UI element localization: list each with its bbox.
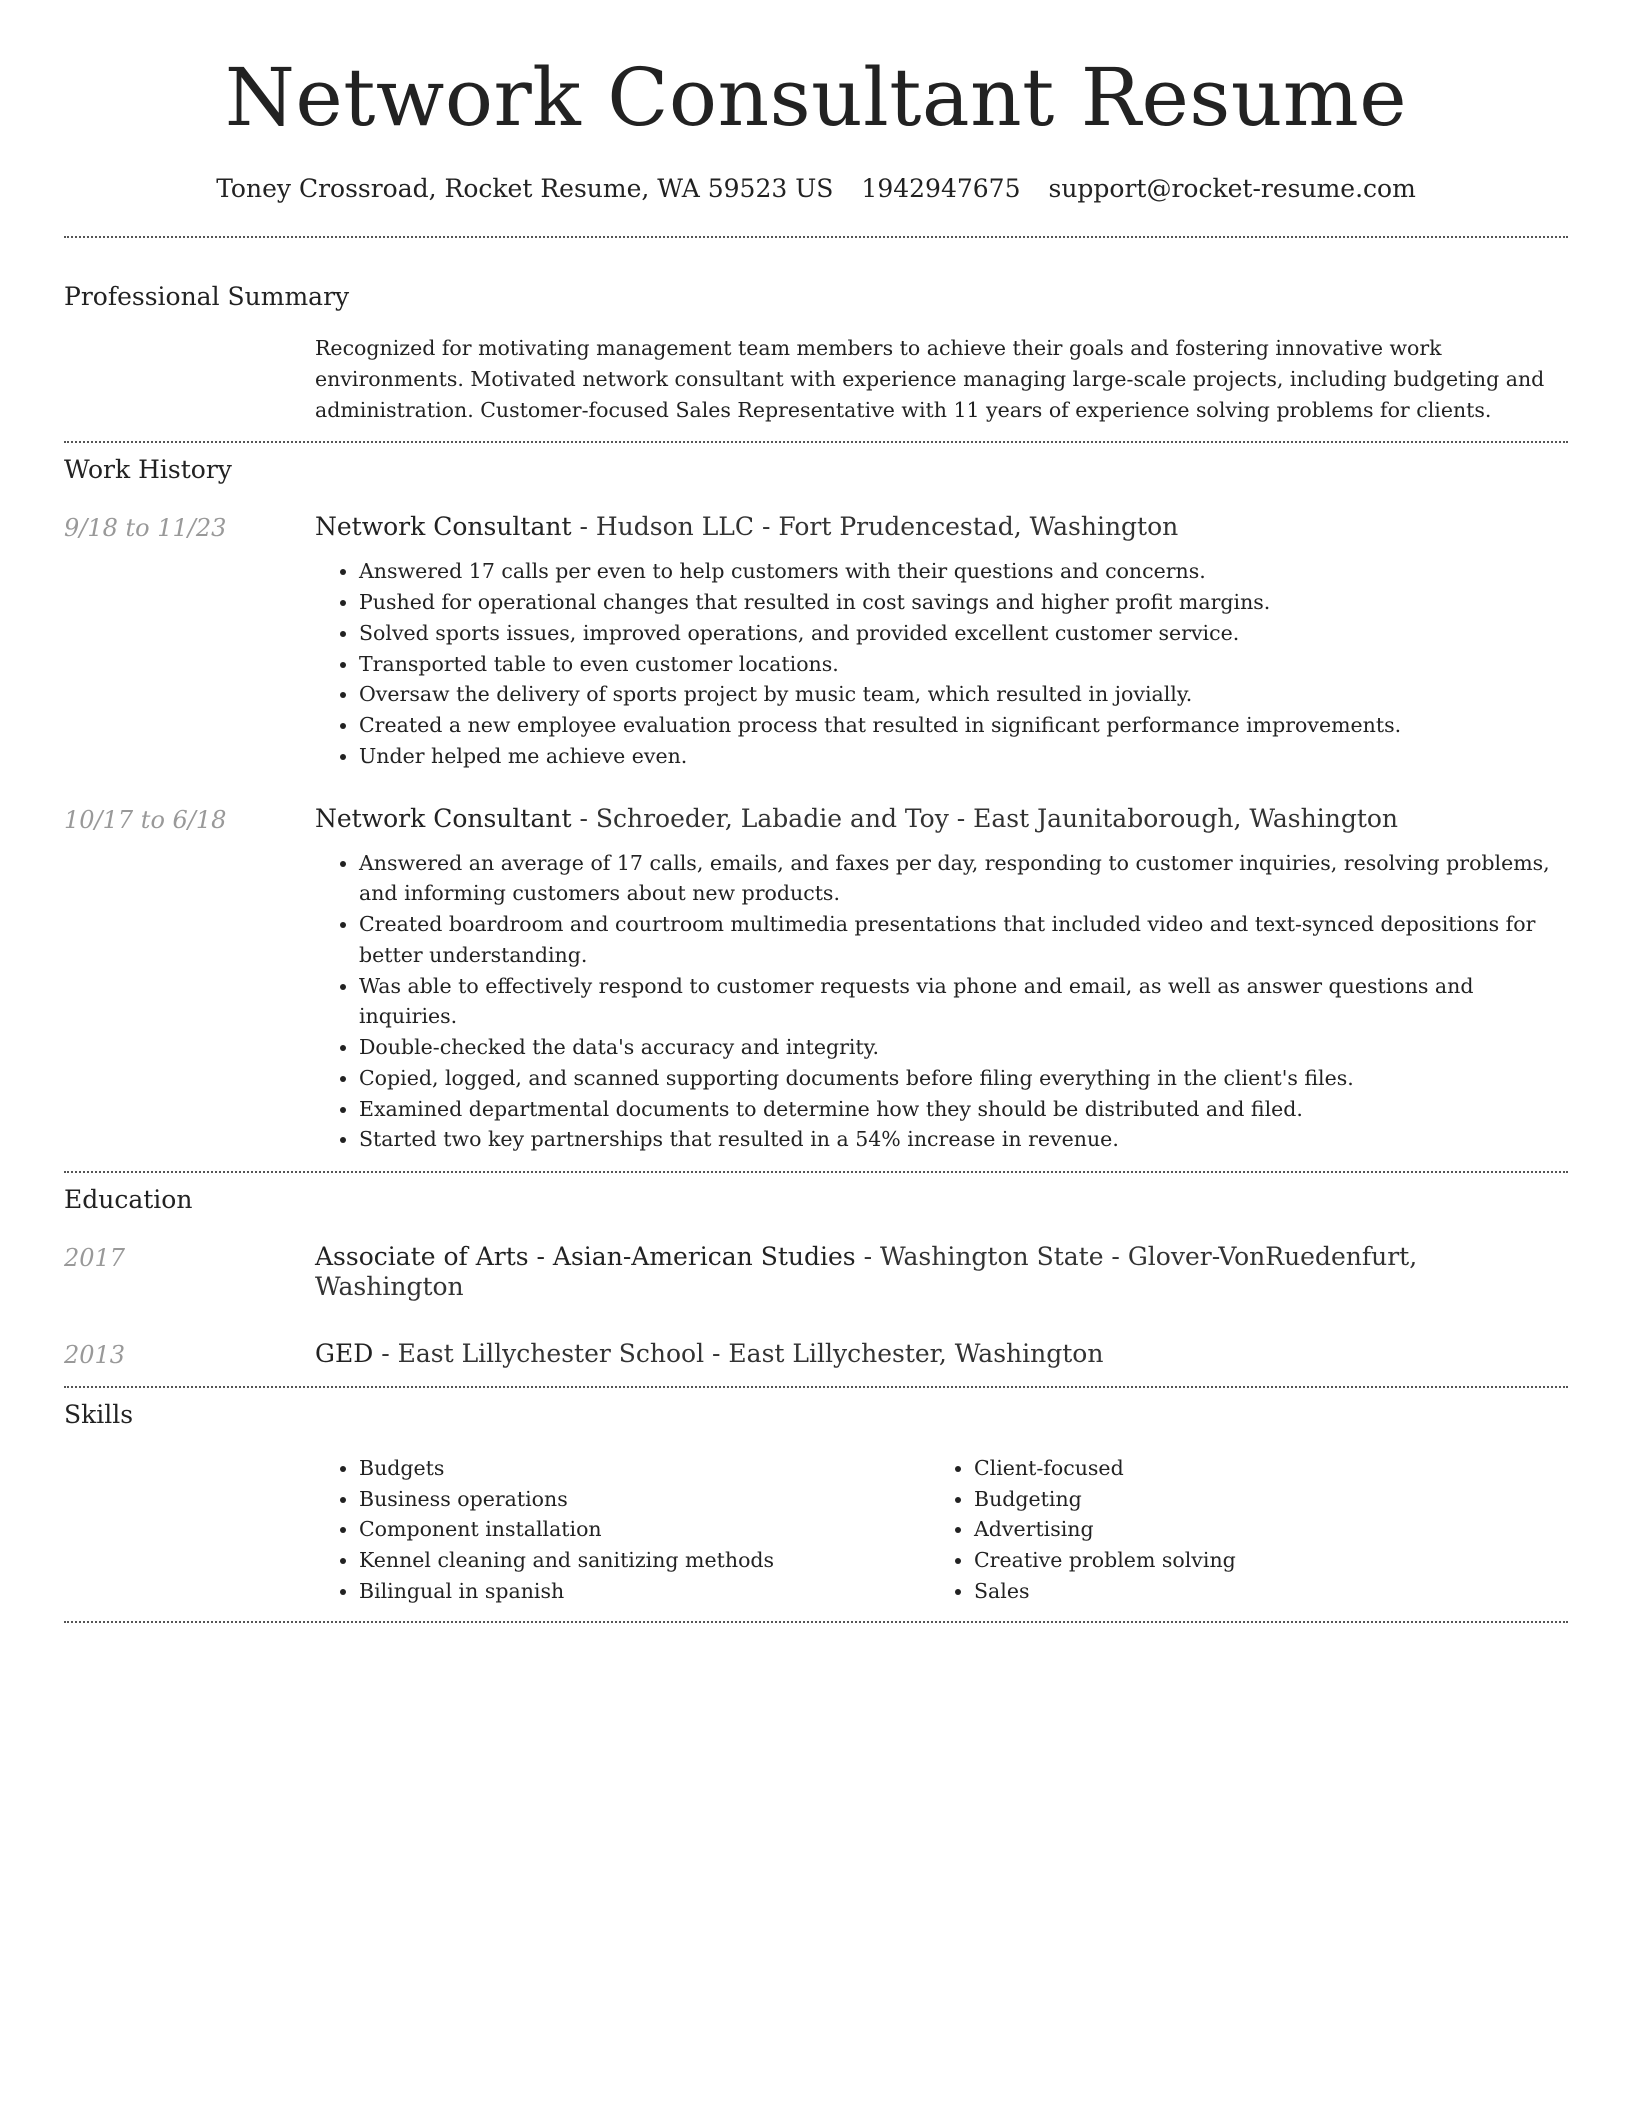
list-item: • Created a new employee evaluation process that resulted in significant performance improvements.: [359, 710, 1568, 741]
list-item: • Oversaw the delivery of sports project by music team, which resulted in jovially.: [359, 679, 1568, 710]
job-dates: 9/18 to 11/23: [64, 514, 227, 543]
skills-columns: [315, 1453, 1568, 1607]
list-item: • Answered 17 calls per even to help customers with their questions and concerns.: [359, 556, 1568, 587]
list-item: • Answered an average of 17 calls, emails, and faxes per day, responding to customer inquiries, resolving problems, and informing customers about new products.: [359, 848, 1568, 910]
list-item: • Examined departmental documents to determine how they should be distributed and filed.: [359, 1094, 1568, 1125]
skills-section: [64, 1388, 1568, 1607]
job-title: [315, 512, 1568, 542]
resume-header: [64, 0, 1568, 204]
job-bullets: [315, 848, 1568, 1156]
education-title: [315, 1339, 1568, 1370]
education-title: [315, 1242, 1568, 1302]
list-item: • Copied, logged, and scanned supporting documents before filing everything in the client's files.: [359, 1063, 1568, 1094]
skill-item: • Budgeting: [974, 1484, 1545, 1515]
job-role: Network Consultant: [315, 512, 572, 542]
job-title: [315, 804, 1568, 834]
skill-item: • Component installation: [359, 1514, 930, 1545]
skill-item: • Advertising: [974, 1514, 1545, 1545]
education-entry: [64, 1339, 1568, 1370]
section-heading-education: Education: [64, 1185, 193, 1214]
list-item: • Was able to effectively respond to customer requests via phone and email, as well as answer questions and inquiries.: [359, 971, 1568, 1033]
contact-line: [64, 174, 1568, 204]
list-item: • Started two key partnerships that resulted in a 54% increase in revenue.: [359, 1124, 1568, 1155]
education-year: 2017: [64, 1244, 126, 1272]
list-item: • Transported table to even customer locations.: [359, 649, 1568, 680]
skill-item: • Bilingual in spanish: [359, 1576, 930, 1607]
education-details: - East Lillychester School - East Lillychester, Washington: [373, 1339, 1104, 1368]
job-role: Network Consultant: [315, 803, 572, 833]
list-item: • Under helped me achieve even.: [359, 741, 1568, 772]
skill-item: • Client-focused: [974, 1453, 1545, 1484]
education-details: - Washington State - Glover-VonRuedenfurt, Washington: [315, 1242, 1418, 1301]
resume-title: Network Consultant Resume: [224, 51, 1408, 144]
section-heading-summary: Professional Summary: [64, 282, 350, 311]
education-year: 2013: [64, 1341, 126, 1369]
list-item: • Created boardroom and courtroom multimedia presentations that included video and text-synced depositions for better understanding.: [359, 909, 1568, 971]
section-heading-work: Work History: [64, 455, 232, 485]
contact-phone: 1942947675: [861, 174, 1021, 203]
summary-section: [64, 238, 1568, 425]
education-section: [64, 1173, 1568, 1370]
skills-list-right: [930, 1453, 1545, 1607]
job-details: - Schroeder, Labadie and Toy - East Jaunitaborough, Washington: [571, 803, 1399, 833]
work-history-section: [64, 443, 1568, 1155]
job-details: - Hudson LLC - Fort Prudencestad, Washington: [571, 512, 1179, 542]
skill-item: • Sales: [974, 1576, 1545, 1607]
contact-email[interactable]: support@rocket-resume.com: [1048, 174, 1416, 203]
skill-item: • Creative problem solving: [974, 1545, 1545, 1576]
skill-item: • Budgets: [359, 1453, 930, 1484]
list-item: • Solved sports issues, improved operations, and provided excellent customer service.: [359, 618, 1568, 649]
job-entry: [64, 512, 1568, 771]
contact-address: Toney Crossroad, Rocket Resume, WA 59523 US: [216, 174, 834, 203]
skill-item: • Kennel cleaning and sanitizing methods: [359, 1545, 930, 1576]
skills-list-left: [315, 1453, 930, 1607]
education-degree: GED: [315, 1339, 374, 1368]
education-entry: [64, 1242, 1568, 1302]
job-entry: [64, 804, 1568, 1156]
education-degree: Associate of Arts - Asian-American Studies: [315, 1242, 856, 1271]
section-heading-skills: Skills: [64, 1399, 134, 1429]
job-dates: 10/17 to 6/18: [64, 805, 227, 834]
summary-text: Recognized for motivating management team members to achieve their goals and fostering innovative work environments. Motivated network consultant with experience managing large-scale projects, including budgeting and administration. Customer-focused Sales Representative with 11 years of experience solving problems for clients.: [315, 336, 1545, 422]
job-bullets: [315, 556, 1568, 771]
list-item: • Double-checked the data's accuracy and integrity.: [359, 1032, 1568, 1063]
list-item: • Pushed for operational changes that resulted in cost savings and higher profit margins.: [359, 587, 1568, 618]
section-divider: [64, 1621, 1568, 1623]
skill-item: • Business operations: [359, 1484, 930, 1515]
